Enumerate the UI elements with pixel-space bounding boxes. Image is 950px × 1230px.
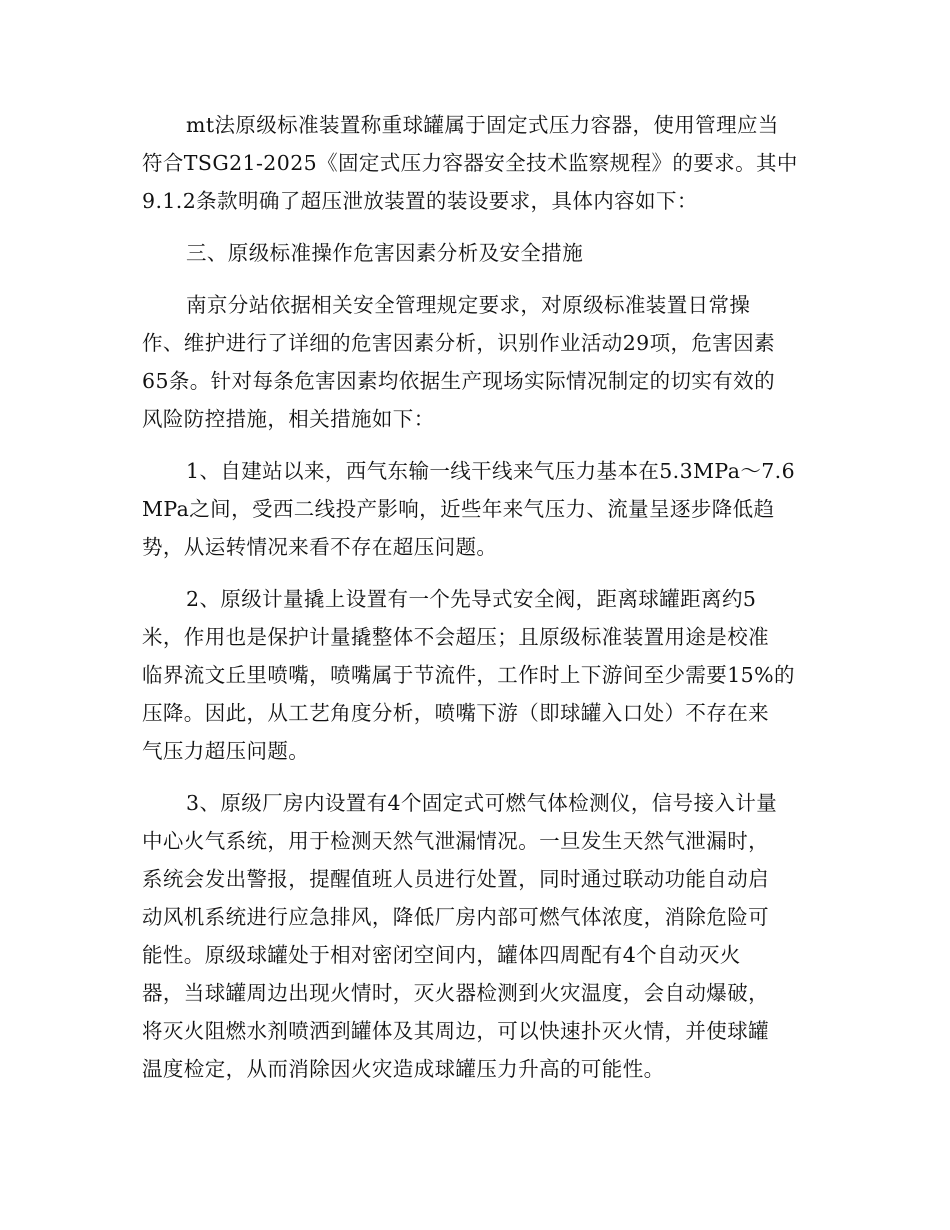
section-heading: 三、原级标准操作危害因素分析及安全措施 — [186, 241, 584, 265]
paragraph-1-line-1: mt法原级标准装置称重球罐属于固定式压力容器，使用管理应当 — [186, 113, 779, 137]
paragraph-2-line-3: 65条。针对每条危害因素均依据生产现场实际情况制定的切实有效的 — [142, 369, 775, 393]
paragraph-4-line-4: 压降。因此，从工艺角度分析，喷嘴下游（即球罐入口处）不存在来 — [142, 701, 769, 725]
paragraph-4-line-1: 2、原级计量撬上设置有一个先导式安全阀，距离球罐距离约5 — [186, 587, 757, 611]
paragraph-2-line-2: 作、维护进行了详细的危害因素分析，识别作业活动29项，危害因素 — [142, 331, 775, 355]
paragraph-5-line-5: 能性。原级球罐处于相对密闭空间内，罐体四周配有4个自动灭火 — [142, 943, 741, 967]
paragraph-5-line-4: 动风机系统进行应急排风，降低厂房内部可燃气体浓度，消除危险可 — [142, 905, 769, 929]
paragraph-5-line-6: 器，当球罐周边出现火情时，灭火器检测到火灾温度，会自动爆破， — [142, 981, 769, 1005]
paragraph-4-line-3: 临界流文丘里喷嘴，喷嘴属于节流件，工作时上下游间至少需要15%的 — [142, 663, 795, 687]
paragraph-5-line-2: 中心火气系统，用于检测天然气泄漏情况。一旦发生天然气泄漏时， — [142, 829, 769, 853]
paragraph-3-line-2: MPa之间，受西二线投产影响，近些年来气压力、流量呈逐步降低趋 — [142, 497, 775, 521]
paragraph-5-line-8: 温度检定，从而消除因火灾造成球罐压力升高的可能性。 — [142, 1057, 665, 1081]
paragraph-1-line-2: 符合TSG21-2025《固定式压力容器安全技术监察规程》的要求。其中 — [142, 151, 798, 175]
paragraph-2-line-1: 南京分站依据相关安全管理规定要求，对原级标准装置日常操 — [186, 293, 751, 317]
paragraph-3-line-1: 1、自建站以来，西气东输一线干线来气压力基本在5.3MPa～7.6 — [186, 459, 796, 483]
paragraph-2-line-4: 风险防控措施，相关措施如下： — [142, 407, 435, 431]
paragraph-5-line-7: 将灭火阻燃水剂喷洒到罐体及其周边，可以快速扑灭火情，并使球罐 — [142, 1019, 769, 1043]
paragraph-5-line-1: 3、原级厂房内设置有4个固定式可燃气体检测仪，信号接入计量 — [186, 791, 778, 815]
paragraph-4-line-5: 气压力超压问题。 — [142, 739, 310, 763]
paragraph-4-line-2: 米，作用也是保护计量撬整体不会超压；且原级标准装置用途是校准 — [142, 625, 769, 649]
paragraph-1-line-3: 9.1.2条款明确了超压泄放装置的装设要求，具体内容如下： — [142, 189, 698, 213]
paragraph-3-line-3: 势，从运转情况来看不存在超压问题。 — [142, 535, 498, 559]
paragraph-5-line-3: 系统会发出警报，提醒值班人员进行处置，同时通过联动功能自动启 — [142, 867, 769, 891]
